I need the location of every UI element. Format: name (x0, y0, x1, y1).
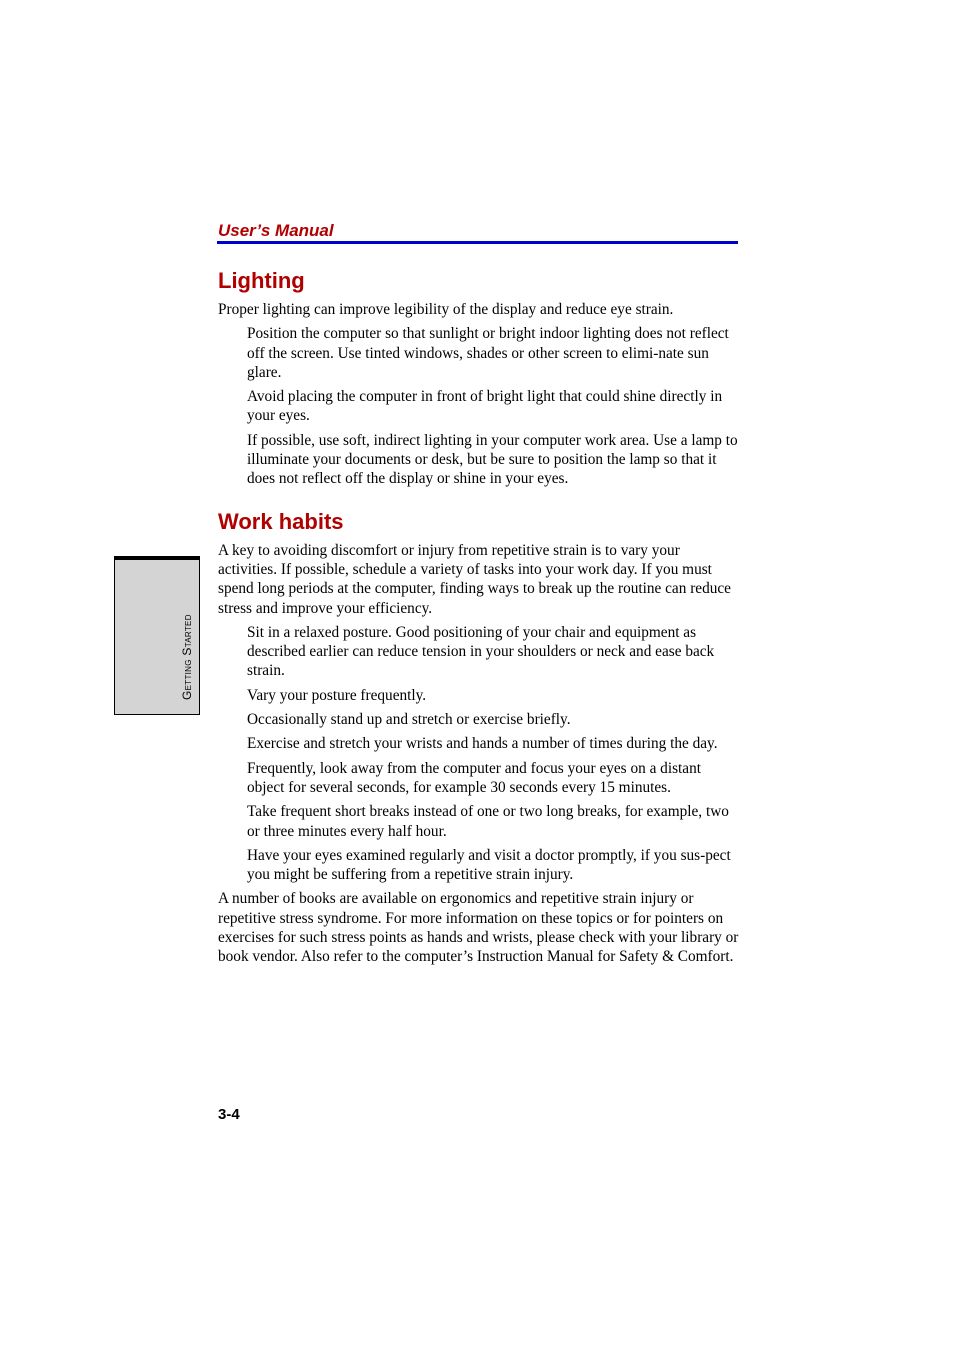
work-habits-item: Exercise and stretch your wrists and hands a number of times during the day. (247, 735, 718, 753)
running-header-title: User’s Manual (218, 221, 334, 240)
lighting-intro: Proper lighting can improve legibility of the display and reduce eye strain. (218, 301, 674, 318)
work-habits-item: Frequently, look away from the computer and focus your eyes on a distant object for several seconds, for example 30 seconds every 15 minutes. (247, 759, 701, 796)
chapter-tab-label: Getting Started (180, 614, 194, 700)
lighting-item: If possible, use soft, indirect lighting in your computer work area. Use a lamp to illuminate your documents or desk, but be sure to position the lamp so that it does not reflect off the display or shine in your eyes. (247, 431, 738, 488)
lighting-item: Avoid placing the computer in front of bright light that could shine directly in your eyes. (247, 388, 723, 425)
work-habits-item: Take frequent short breaks instead of one or two long breaks, for example, two or three minutes every half hour. (247, 803, 729, 840)
lighting-item: Position the computer so that sunlight or bright indoor lighting does not reflect off the screen. Use tinted windows, shades or other screen to elimi-nate sun glare. (247, 325, 729, 381)
section-heading-lighting: Lighting (218, 268, 305, 293)
work-habits-item: Occasionally stand up and stretch or exercise briefly. (247, 711, 571, 729)
work-habits-closing: A number of books are available on ergonomics and repetitive strain injury or repetitive stress syndrome. For more information on these topics or for pointers on exercises for such stress points as hands and wrists, please check with your library or book vendor. Also refer to the computer’s Instruction Manual for Safety & Comfort. (218, 890, 739, 966)
header-rule (217, 241, 738, 244)
page-content (218, 266, 740, 967)
work-habits-item: Vary your posture frequently. (247, 686, 427, 704)
section-heading-work-habits: Work habits (218, 508, 344, 534)
page-number: 3-4 (218, 1106, 240, 1123)
work-habits-intro: A key to avoiding discomfort or injury from repetitive strain is to vary your activities. If possible, schedule a variety of tasks into your work day. If you must spend long periods at the computer, finding ways to break up the routine can reduce stress and improve your efficiency. (218, 541, 731, 617)
work-habits-item: Have your eyes examined regularly and visit a doctor promptly, if you sus-pect you might be suffering from a repetitive strain injury. (247, 846, 731, 884)
work-habits-item: Sit in a relaxed posture. Good positioning of your chair and equipment as described earlier can reduce tension in your shoulders or neck and ease back strain. (247, 623, 715, 680)
